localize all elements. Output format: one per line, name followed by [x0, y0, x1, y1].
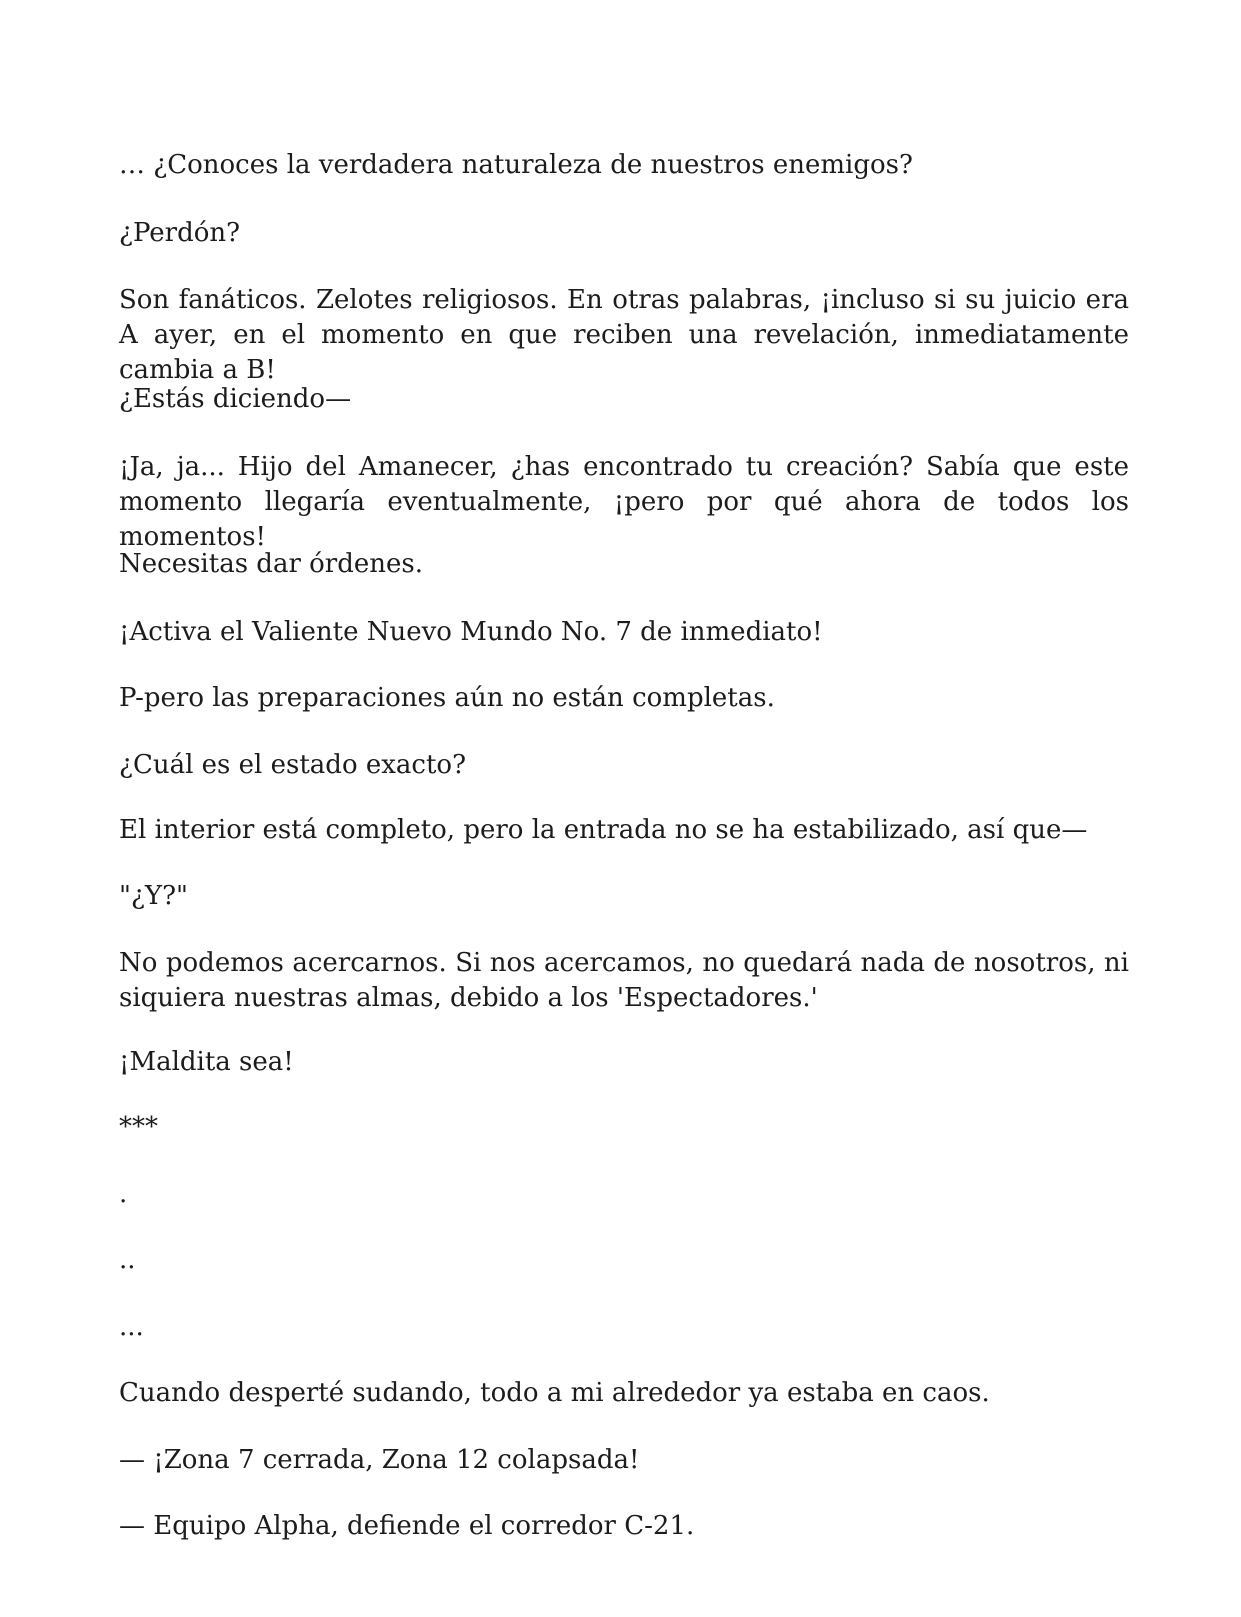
- paragraph-y: "¿Y?": [119, 881, 188, 911]
- paragraph-ordenes: Necesitas dar órdenes.: [119, 549, 423, 579]
- paragraph-equipo-alpha: — Equipo Alpha, defiende el corredor C-21.: [119, 1511, 695, 1541]
- paragraph-preparaciones: P-pero las preparaciones aún no están completas.: [119, 683, 775, 713]
- paragraph-interior: El interior está completo, pero la entrada no se ha estabilizado, así que—: [119, 815, 1088, 845]
- paragraph-estas-diciendo: ¿Estás diciendo—: [119, 384, 352, 414]
- scene-break-asterisks: ***: [119, 1112, 158, 1142]
- paragraph-estado: ¿Cuál es el estado exacto?: [119, 750, 467, 780]
- ellipsis-one-dot: .: [119, 1179, 128, 1209]
- paragraph-activa: ¡Activa el Valiente Nuevo Mundo No. 7 de inmediato!: [119, 617, 823, 647]
- paragraph-fanaticos: Son fanáticos. Zelotes religiosos. En otras palabras, ¡incluso si su juicio era A ayer, en el momento en que reciben una revelación, inmediatamente cambia a B!: [119, 285, 1129, 385]
- paragraph-zona: — ¡Zona 7 cerrada, Zona 12 colapsada!: [119, 1445, 640, 1475]
- paragraph-hijo-del-amanecer: ¡Ja, ja... Hijo del Amanecer, ¿has encontrado tu creación? Sabía que este momento llegaría eventualmente, ¡pero por qué ahora de todos los momentos!: [119, 452, 1129, 552]
- paragraph-espectadores: No podemos acercarnos. Si nos acercamos, no quedará nada de nosotros, ni siquiera nuestras almas, debido a los 'Espectadores.': [119, 948, 1129, 1013]
- paragraph-enemies-question: … ¿Conoces la verdadera naturaleza de nuestros enemigos?: [119, 150, 913, 180]
- paragraph-maldita: ¡Maldita sea!: [119, 1047, 294, 1077]
- paragraph-desperte: Cuando desperté sudando, todo a mi alrededor ya estaba en caos.: [119, 1378, 990, 1408]
- ellipsis-two-dots: ..: [119, 1245, 136, 1275]
- ellipsis-three-dots: ...: [119, 1312, 144, 1342]
- paragraph-perdon: ¿Perdón?: [119, 218, 241, 248]
